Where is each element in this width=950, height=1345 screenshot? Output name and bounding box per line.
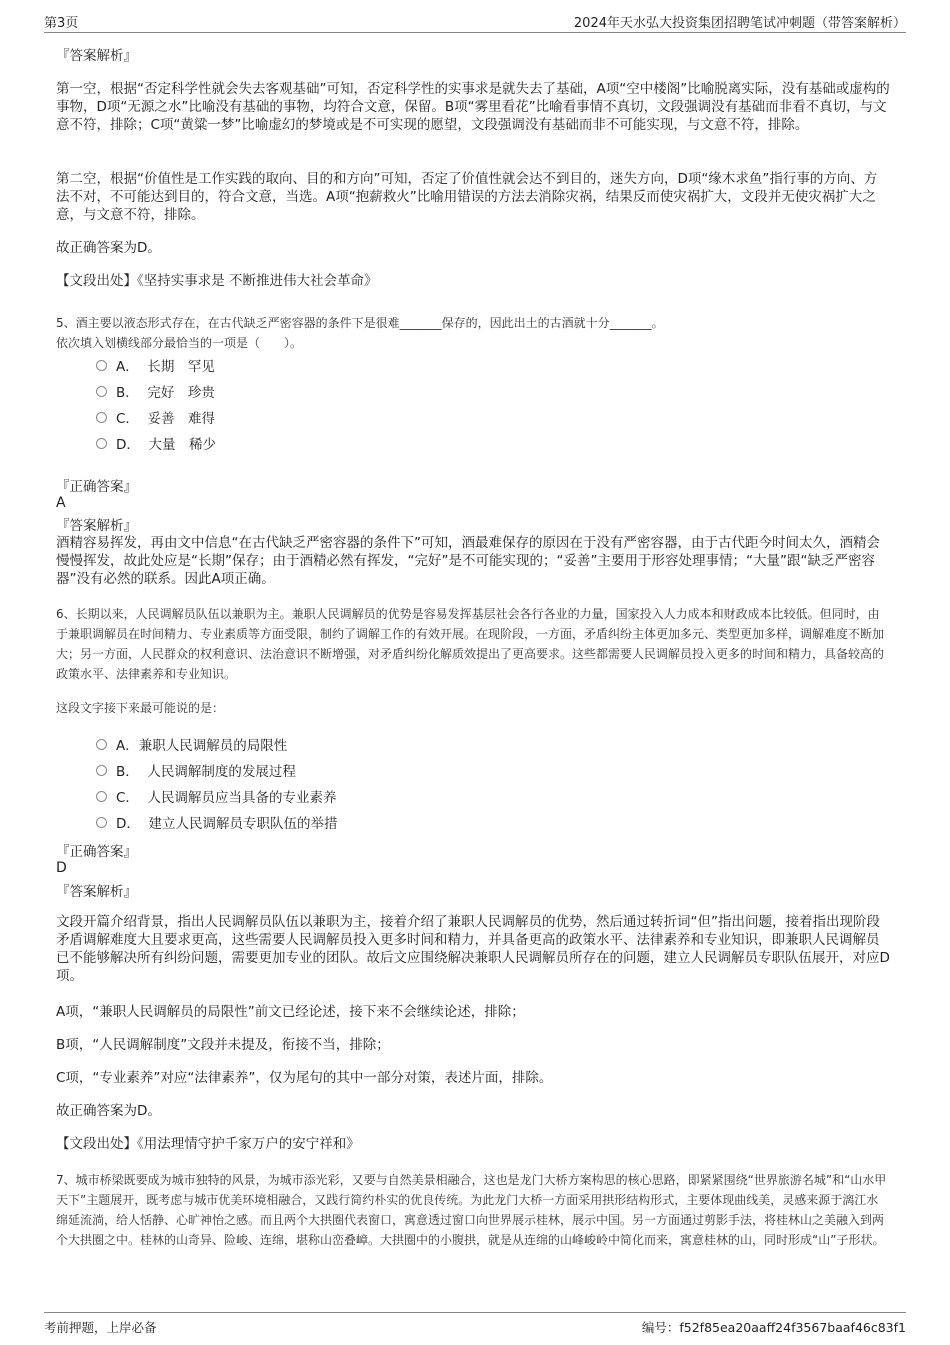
q4-source: 【文段出处】《坚持实事求是 不断推进伟大社会革命》 [56, 273, 378, 289]
q5-question: 5、酒主要以液态形式存在，在古代缺乏严密容器的条件下是很难_______保存的，因此出土的古酒就十分_______。 依次填入划横线部分最恰当的一项是（ ）。 [56, 316, 664, 350]
q4-conclusion: 故正确答案为D。 [56, 240, 161, 256]
page-number: 第3页 [44, 16, 79, 31]
answer-value: A [56, 495, 66, 511]
q5-analysis [56, 514, 890, 588]
radio-icon[interactable] [96, 739, 107, 750]
radio-icon[interactable] [96, 438, 107, 449]
page-footer [44, 1312, 906, 1337]
q6-analysis-label: 『答案解析』 [56, 884, 137, 900]
document-title: 2024年天水弘大投资集团招聘笔试冲刺题（带答案解析） [573, 16, 906, 31]
analysis-label: 『答案解析』 [56, 518, 137, 534]
page-header [44, 8, 906, 33]
q5-option-b[interactable]: B． 完好 珍贵 [96, 381, 215, 401]
q6-source: 【文段出处】《用法理情守护千家万户的安宁祥和》 [56, 1136, 360, 1152]
q6-question: 6、长期以来，人民调解员队伍以兼职为主。兼职人民调解员的优势是容易发挥基层社会各行各业的力量，国家投入人力成本和财政成本比较低。但同时，由于兼职调解员在时间精力、专业素质等方面受限，制约了调解工作的有效开展。在现阶段，一方面，矛盾纠纷主体更加多元、类型更加多样，调解难度不断加大；另一方面，人民群众的权利意识、法治意识不断增强，对矛盾纠纷化解质效提出了更高要求。这些都需要人民调解员投入更多的时间和精力，具备较高的政策水平、法律素养和专业知识。 [56, 607, 885, 681]
q6-option-a[interactable]: A．兼职人民调解员的局限性 [96, 734, 287, 754]
q6-option-a-explain: A项，“兼职人民调解员的局限性”前文已经论述，接下来不会继续论述，排除； [56, 1004, 525, 1020]
footer-slogan: 考前押题，上岸必备 [44, 1320, 157, 1335]
q6-option-c-explain: C项，“专业素养”对应“法律素养”，仅为尾句的其中一部分对策，表述片面，排除。 [56, 1070, 553, 1086]
q4-analysis-para2: 第二空，根据“价值性是工作实践的取向、目的和方向”可知，否定了价值性就会达不到目的，迷失方向，D项“缘木求鱼”指行事的方向、方法不对，不可能达到目的，符合文意，当选。A项“抱薪救火”比喻用错误的方法去消除灾祸，结果反而使灾祸扩大，文段并无使灾祸扩大之意，与文意不符，排除。 [56, 171, 878, 223]
document-code: 编号：f52f85ea20aaff24f3567baaf46c83f1 [641, 1320, 906, 1335]
q6-answer [56, 840, 890, 876]
radio-icon[interactable] [96, 412, 107, 423]
q5-option-d[interactable]: D． 大量 稀少 [96, 433, 216, 453]
radio-icon[interactable] [96, 791, 107, 802]
q6-analysis: 文段开篇介绍背景，指出人民调解员队伍以兼职为主，接着介绍了兼职人民调解员的优势，然后通过转折词“但”指出问题，接着指出现阶段矛盾调解难度大且要求更高，这些需要人民调解员投入更多时间和精力，并具备更高的政策水平、法律素养和专业知识，即兼职人民调解员已不能够解决所有纠纷问题，需要更加专业的团队。故后文应围绕解决兼职人民调解员所存在的问题，建立人民调解员专职队伍展开，对应D项。 [56, 914, 890, 984]
q6-option-b[interactable]: B． 人民调解制度的发展过程 [96, 760, 296, 780]
q4-analysis-para1: 第一空，根据“否定科学性就会失去客观基础”可知，否定科学性的实事求是就失去了基础，A项“空中楼阁”比喻脱离实际，没有基础或虚构的事物，D项“无源之水”比喻没有基础的事物，均符合文意，保留。B项“雾里看花”比喻看事情不真切，文段强调没有基础而非看不真切，与文意不符，排除；C项“黄粱一梦”比喻虚幻的梦境或是不可实现的愿望，文段强调没有基础而非不可能实现，与文意不符，排除。 [56, 81, 890, 133]
radio-icon[interactable] [96, 765, 107, 776]
q4-analysis-label: 『答案解析』 [56, 48, 137, 64]
q6-prompt: 这段文字接下来最可能说的是： [56, 701, 225, 715]
q5-option-c[interactable]: C． 妥善 难得 [96, 407, 215, 427]
answer-label: 『正确答案』 [56, 844, 137, 860]
answer-label: 『正确答案』 [56, 479, 137, 495]
radio-icon[interactable] [96, 817, 107, 828]
q5-answer [56, 475, 890, 511]
q6-conclusion: 故正确答案为D。 [56, 1103, 161, 1119]
q5-option-a[interactable]: A． 长期 罕见 [96, 355, 215, 375]
q7-question: 7、城市桥梁既要成为城市独特的风景，为城市添光彩，又要与自然美景相融合，这也是龙门大桥方案构思的核心思路，即紧紧围绕“世界旅游名城”和“山水甲天下”主题展开，既考虑与城市优美环境相融合，又践行简约朴实的优良传统。为此龙门大桥一方面采用拱形结构形式，主要体现曲线美，灵感来源于漓江水绵延流淌，给人恬静、心旷神怡之感。而且两个大拱圈代表窗口，寓意透过窗口向世界展示桂林，展示中国。另一方面通过剪影手法，将桂林山之美融入到两个大拱圈之中。桂林的山奇异、险峻、连绵，堪称山峦叠嶂。大拱圈中的小腹拱，就是从连绵的山峰峻岭中简化而来，寓意桂林的山，同时形成“山”子形状。 [56, 1173, 887, 1247]
q6-option-c[interactable]: C． 人民调解员应当具备的专业素养 [96, 786, 337, 806]
answer-value: D [56, 860, 67, 876]
radio-icon[interactable] [96, 386, 107, 397]
q6-option-b-explain: B项，“人民调解制度”文段并未提及，衔接不当，排除； [56, 1037, 390, 1053]
radio-icon[interactable] [96, 360, 107, 371]
q6-option-d[interactable]: D． 建立人民调解员专职队伍的举措 [96, 812, 337, 832]
analysis-text: 酒精容易挥发，再由文中信息“在古代缺乏严密容器的条件下”可知，酒最难保存的原因在于没有严密容器，由于古代距今时间太久，酒精会慢慢挥发，故此处应是“长期”保存；由于酒精必然有挥发，“完好”是不可能实现的；“妥善”主要用于形容处理事情；“大量”跟“缺乏严密容器”没有必然的联系。因此A项正确。 [56, 535, 880, 587]
